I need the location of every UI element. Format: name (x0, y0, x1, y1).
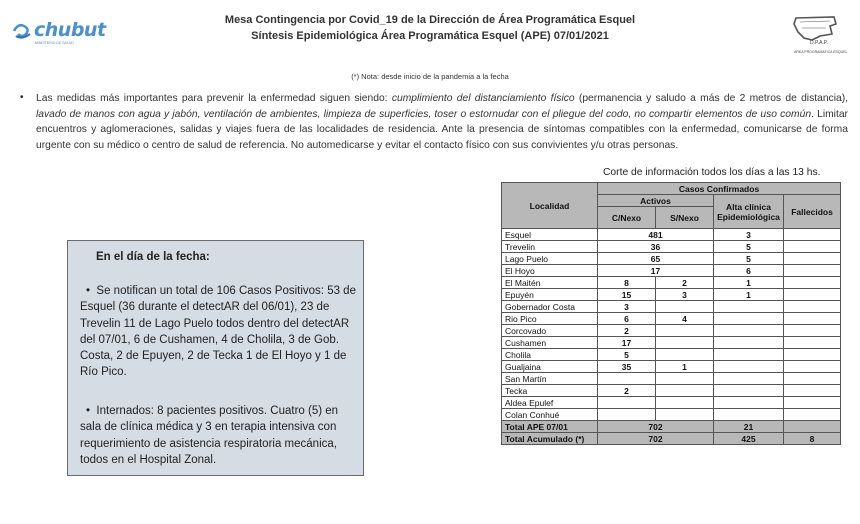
page-header (0, 12, 860, 44)
cell-fallecidos (784, 253, 841, 265)
cell-total-fallecidos: 8 (784, 433, 841, 445)
cell-cnexo: 17 (598, 337, 656, 349)
cell-fallecidos (784, 361, 841, 373)
table-row (502, 229, 841, 241)
header-fallecidos: Fallecidos (784, 195, 841, 229)
header-localidad: Localidad (502, 183, 598, 229)
cell-fallecidos (784, 409, 841, 421)
cell-localidad: Epuyén (502, 289, 598, 301)
bullet-dot: • (20, 92, 24, 103)
table-row (502, 289, 841, 301)
cell-alta (714, 385, 784, 397)
header-line-1: Mesa Contingencia por Covid_19 de la Dirección de Área Programática Esquel (224, 14, 636, 26)
cell-localidad: Corcovado (502, 325, 598, 337)
table-row (502, 373, 841, 385)
table-row (502, 313, 841, 325)
cell-snexo (656, 373, 714, 385)
cell-localidad: Rio Pico (502, 313, 598, 325)
cell-fallecidos (784, 385, 841, 397)
summary-bullet-positives-text: Se notifican un total de 106 Casos Positivos: 53 de Esquel (36 durante el detectAR del 06/01), 23 de Trevelin 11 de Lago Puelo todos dentro del detectAR del 07/01, 6 de Cushamen, 4 de Cholila, 3 de Gob. Costa, 2 de Epuyen, 2 de Tecka 1 de El Hoyo y 1 de Río Pico. (80, 285, 356, 379)
cell-cnexo: 35 (598, 361, 656, 373)
cell-alta: 6 (714, 265, 784, 277)
daily-summary-box (67, 240, 364, 476)
measures-rest: . Limitar encuentros y aglomeraciones, salidas y viajes fuera de las localidades de residencia. Ante la presencia de síntomas compatibles con la enfermedad, comunicarse de forma urgente con su médico o centro de salud de referencia. No automedicarse y evitar el contacto físico con sus convivientes y/u otras personas. (36, 108, 848, 151)
header-cnexo: C/Nexo (598, 207, 656, 229)
table-row (502, 325, 841, 337)
cell-localidad: Trevelin (502, 241, 598, 253)
cell-localidad: Aldea Epulef (502, 397, 598, 409)
cell-localidad: Colan Conhué (502, 409, 598, 421)
cell-total-activos: 702 (598, 433, 714, 445)
cell-localidad: Cholila (502, 349, 598, 361)
cell-alta (714, 397, 784, 409)
total-acumulado-row (502, 433, 841, 445)
header-activos: Activos (598, 195, 714, 207)
cell-fallecidos (784, 265, 841, 277)
cell-localidad: Gobernador Costa (502, 301, 598, 313)
cell-cnexo (598, 409, 656, 421)
cell-localidad: San Martín (502, 373, 598, 385)
cell-cnexo: 6 (598, 313, 656, 325)
cell-fallecidos (784, 313, 841, 325)
table-row (502, 349, 841, 361)
cell-cnexo (598, 397, 656, 409)
header-line-2: Síntesis Epidemiológica Área Programática Esquel (APE) 07/01/2021 (251, 30, 609, 42)
prevention-measures (36, 91, 848, 153)
total-ape-row (502, 421, 841, 433)
cell-snexo (656, 301, 714, 313)
dpap-sublabel: AREA PROGRAMATICA ESQUEL (794, 50, 848, 54)
table-row (502, 301, 841, 313)
table-header-row (502, 183, 841, 195)
cell-cnexo: 15 (598, 289, 656, 301)
cell-snexo: 2 (656, 277, 714, 289)
summary-bullet-hospitalized-text: Internados: 8 pacientes positivos. Cuatro (5) en sala de clínica médica y 3 en terapia intensiva con requerimiento de asistencia respiratoria mecánica, todos en el Hospital Zonal. (80, 405, 339, 466)
cell-fallecidos (784, 229, 841, 241)
cell-localidad: Cushamen (502, 337, 598, 349)
cases-table (501, 182, 841, 445)
cell-localidad: Lago Puelo (502, 253, 598, 265)
cell-snexo (656, 325, 714, 337)
summary-bullet-hospitalized: • Internados: 8 pacientes positivos. Cuatro (5) en sala de clínica médica y 3 en terapia intensiva con requerimiento de asistencia respiratoria mecánica, todos en el Hospital Zonal. (80, 405, 339, 466)
measures-italic-2: lavado de manos con agua y jabón, ventilación de ambientes, limpieza de superficies, toser o estornudar con el pliegue del codo, no compartir elementos de uso común (36, 108, 812, 120)
cell-snexo: 4 (656, 313, 714, 325)
cell-cnexo: 2 (598, 385, 656, 397)
cell-cnexo: 3 (598, 301, 656, 313)
cell-localidad: Tecka (502, 385, 598, 397)
cell-alta: 5 (714, 241, 784, 253)
cell-total-alta: 21 (714, 421, 784, 433)
table-row (502, 337, 841, 349)
cell-snexo: 3 (656, 289, 714, 301)
cell-snexo (656, 385, 714, 397)
cell-fallecidos (784, 277, 841, 289)
table-row (502, 361, 841, 373)
header-snexo: S/Nexo (656, 207, 714, 229)
chubut-sub: MINISTERIO DE SALUD (35, 41, 74, 45)
cell-fallecidos (784, 397, 841, 409)
cell-alta (714, 325, 784, 337)
cell-fallecidos (784, 289, 841, 301)
table-row (502, 241, 841, 253)
cell-total-label: Total Acumulado (*) (502, 433, 598, 445)
cell-alta: 1 (714, 277, 784, 289)
cell-localidad: Esquel (502, 229, 598, 241)
cell-cnexo: 5 (598, 349, 656, 361)
cell-snexo (656, 337, 714, 349)
cell-alta (714, 313, 784, 325)
cell-total-alta: 425 (714, 433, 784, 445)
dpap-label: D.P.A.P. (810, 40, 828, 46)
cell-fallecidos (784, 241, 841, 253)
table-body (502, 229, 841, 445)
cell-activos: 65 (598, 253, 714, 265)
cell-fallecidos (784, 349, 841, 361)
cell-total-label: Total APE 07/01 (502, 421, 598, 433)
pandemic-note: (*) Nota: desde inicio de la pandemia a la fecha (351, 72, 509, 81)
cell-total-activos: 702 (598, 421, 714, 433)
cell-activos: 481 (598, 229, 714, 241)
chubut-brand: chubut (34, 19, 106, 41)
cell-activos: 36 (598, 241, 714, 253)
summary-title: En el día de la fecha: (96, 251, 210, 263)
table-row (502, 265, 841, 277)
table-row (502, 253, 841, 265)
cell-snexo (656, 397, 714, 409)
table-row (502, 397, 841, 409)
cell-alta (714, 349, 784, 361)
cell-snexo (656, 349, 714, 361)
cell-localidad: Gualjaina (502, 361, 598, 373)
summary-bullet-positives: • Se notifican un total de 106 Casos Positivos: 53 de Esquel (36 durante el detectAR del 06/01), 23 de Trevelin 11 de Lago Puelo todos dentro del detectAR del 07/01, 6 de Cushamen, 4 de Cholila, 3 de Gob. Costa, 2 de Epuyen, 2 de Tecka 1 de El Hoyo y 1 de Río Pico. (80, 285, 356, 379)
cell-alta: 5 (714, 253, 784, 265)
header-alta: Alta clínica Epidemiológica (714, 195, 784, 229)
cell-snexo: 1 (656, 361, 714, 373)
cell-alta (714, 373, 784, 385)
cell-localidad: El Maitén (502, 277, 598, 289)
cell-total-fallecidos (784, 421, 841, 433)
cell-cnexo: 2 (598, 325, 656, 337)
cell-snexo (656, 409, 714, 421)
table-row (502, 385, 841, 397)
cell-alta (714, 337, 784, 349)
cutoff-note: Corte de información todos los días a las 13 hs. (603, 167, 821, 178)
cell-activos: 17 (598, 265, 714, 277)
cell-alta (714, 301, 784, 313)
cell-alta (714, 361, 784, 373)
measures-mid: (permanencia y saludo a más de 2 metros de distancia), (574, 93, 849, 104)
cell-fallecidos (784, 301, 841, 313)
cell-fallecidos (784, 325, 841, 337)
cell-alta (714, 409, 784, 421)
cell-fallecidos (784, 337, 841, 349)
header-casos-confirmados: Casos Confirmados (598, 183, 841, 195)
measures-intro: Las medidas más importantes para prevenir la enfermedad siguen siendo: (36, 93, 392, 104)
cell-cnexo: 8 (598, 277, 656, 289)
cell-alta: 3 (714, 229, 784, 241)
cell-cnexo (598, 373, 656, 385)
cell-alta: 1 (714, 289, 784, 301)
table-row (502, 409, 841, 421)
table-row (502, 277, 841, 289)
cell-localidad: El Hoyo (502, 265, 598, 277)
cell-fallecidos (784, 373, 841, 385)
measures-italic-1: cumplimiento del distanciamiento físico (391, 93, 575, 104)
